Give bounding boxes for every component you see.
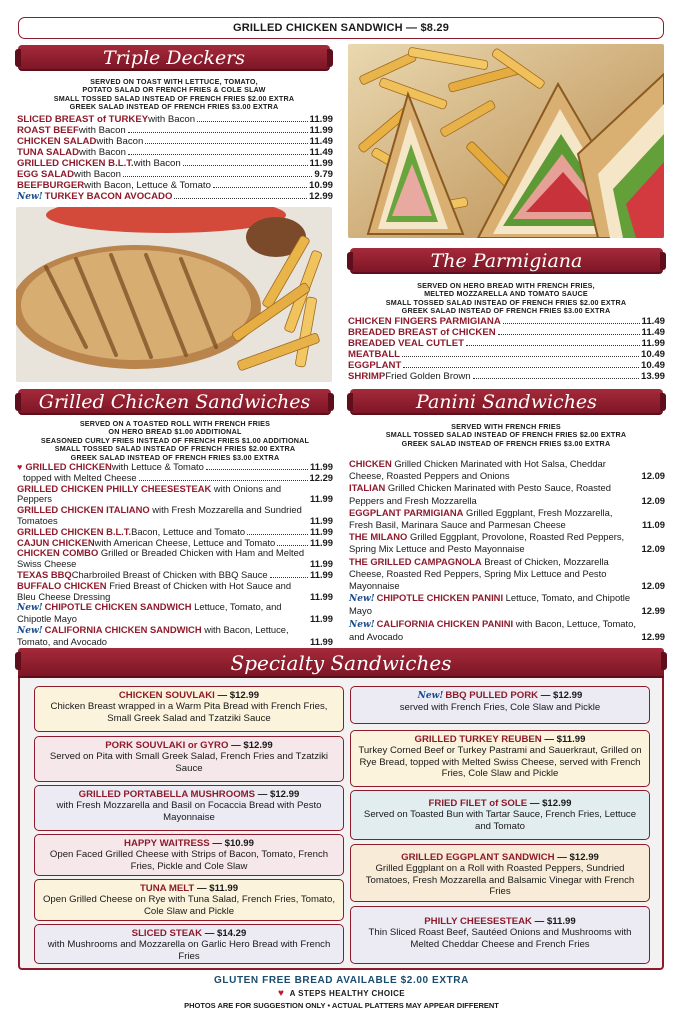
item-price: 11.99 [310, 525, 333, 537]
new-badge: New! [349, 594, 375, 605]
item-name: THE MILANO [349, 531, 408, 543]
parmigiana-header [350, 248, 663, 274]
item-price: 12.99 [308, 191, 333, 202]
menu-item [349, 531, 665, 555]
item-price: 12.09 [641, 494, 665, 506]
menu-item [17, 581, 333, 603]
card-title: PORK SOUVLAKI or GYRO [105, 740, 229, 751]
note-line: ON HERO BREAD $1.00 ADDITIONAL [108, 427, 242, 437]
item-name: CHIPOTLE CHICKEN PANINI [376, 592, 504, 604]
item-name: EGGPLANT [348, 360, 402, 371]
item-desc: Breast of Chicken, Mozzarella Cheese, Roasted Red Peppers, Spring Mix Lettuce and Pesto Mayonnaise [349, 555, 609, 592]
item-price: 11.49 [309, 136, 333, 147]
item-price: 11.99 [310, 461, 333, 472]
note-line: GREEK SALAD INSTEAD OF FRENCH FRIES $3.00 EXTRA [69, 102, 279, 112]
item-price: 12.09 [641, 470, 665, 482]
parmigiana-list [348, 316, 665, 382]
item-desc: with Bacon [148, 114, 196, 125]
leader-dots [139, 480, 308, 481]
item-desc: with Lettuce & Tomato [111, 461, 204, 472]
item-desc: Grilled Chicken Marinated with Pesto Sauce, Roasted Peppers and Fresh Mozzarella [349, 482, 611, 506]
menu-item [348, 349, 665, 360]
item-desc: topped with Melted Cheese [23, 471, 137, 483]
item-name: BEEFBURGER [17, 180, 85, 191]
menu-item [17, 527, 333, 538]
menu-item [17, 484, 333, 506]
new-badge: New! [17, 192, 43, 202]
item-desc: with Fresh Mozzarella and Sundried Tomatoes [17, 504, 302, 526]
card-title: GRILLED PORTABELLA MUSHROOMS [78, 789, 256, 800]
card-title: TUNA MELT [139, 883, 195, 894]
top-banner [18, 17, 664, 39]
card-title: PHILLY CHEESESTEAK [424, 916, 532, 927]
gluten-free-note: GLUTEN FREE BREAD AVAILABLE $2.00 EXTRA [214, 975, 469, 986]
menu-item [17, 602, 333, 625]
leader-dots [174, 198, 307, 199]
grilled-chicken-header [18, 389, 331, 415]
item-desc: Lettuce, Tomato, and Chipotle Mayo [17, 601, 282, 625]
card-desc: with Mushrooms and Mozzarella on Garlic Hero Bread with French Fries [47, 939, 331, 962]
item-desc: Bacon, Lettuce and Tomato [131, 525, 246, 537]
note-line: MELTED MOZZARELLA AND TOMATO SAUCE [424, 289, 588, 299]
item-price: 11.49 [641, 327, 665, 338]
specialty-card [34, 924, 344, 964]
note-line: SMALL TOSSED SALAD INSTEAD OF FRENCH FRIES $2.00 EXTRA [385, 297, 627, 307]
item-price: 12.99 [641, 605, 665, 617]
item-name: BREADED VEAL CUTLET [348, 338, 465, 349]
card-title: GRILLED TURKEY REUBEN [414, 734, 542, 745]
menu-item [348, 316, 665, 327]
item-desc: with Bacon [74, 169, 121, 180]
item-name: GRILLED CHICKEN PHILLY CHEESESTEAK [17, 482, 212, 494]
card-desc: Turkey Corned Beef or Turkey Pastrami and Sauerkraut, Grilled on Rye Bread, topped with Melted Swiss Cheese, served with French Fries, Cole Slaw and Pickle [358, 745, 642, 780]
banner-item-name: GRILLED CHICKEN SANDWICH [232, 22, 403, 34]
triple-deckers-notes [18, 78, 330, 112]
specialty-card [34, 834, 344, 876]
item-name: MEATBALL [348, 349, 401, 360]
item-name: THE GRILLED CAMPAGNOLA [349, 555, 482, 567]
item-name: GRILLED CHICKEN B.L.T. [17, 158, 134, 169]
leader-dots [123, 176, 312, 177]
grilled-chicken-notes [16, 420, 334, 462]
item-name: SLICED BREAST of TURKEY [17, 114, 149, 125]
panini-header [350, 389, 663, 415]
item-name: CALIFORNIA CHICKEN PANINI [376, 617, 514, 629]
heart-icon: ♥ [277, 988, 285, 999]
item-desc: with Bacon, Lettuce, Tomato, and Avocado [349, 617, 636, 642]
item-price: 11.99 [309, 125, 333, 136]
leader-dots [128, 132, 308, 133]
note-line: GREEK SALAD INSTEAD OF FRENCH FRIES $3.00 EXTRA [401, 438, 611, 448]
menu-item [17, 114, 333, 125]
card-price: — $11.99 [196, 883, 239, 894]
card-desc: Chicken Breast wrapped in a Warm Pita Bread with French Fries, Small Greek Salad and Tzatziki Sauce [50, 701, 328, 724]
menu-item [348, 338, 665, 349]
card-desc: Open Grilled Cheese on Rye with Tuna Salad, French Fries, Tomato, Cole Slaw and Pickle [42, 894, 336, 917]
banner-item-price: — $8.29 [406, 22, 450, 34]
item-name: ITALIAN [349, 482, 386, 494]
triple-deckers-header [18, 45, 330, 71]
item-price: 12.09 [641, 580, 665, 592]
heart-icon: ♥ [17, 462, 23, 472]
specialty-card [34, 879, 344, 921]
grilled-chicken-illustration [16, 207, 332, 382]
item-desc: Grilled or Breaded Chicken with Ham and Melted Swiss Cheese [17, 547, 305, 570]
note-line: GREEK SALAD INSTEAD OF FRENCH FRIES $3.00 EXTRA [401, 306, 611, 316]
specialty-card [350, 730, 650, 787]
section-title: Grilled Chicken Sandwiches [38, 391, 311, 413]
leader-dots [503, 323, 640, 324]
card-price: — $14.29 [204, 928, 247, 939]
card-desc: Open Faced Grilled Cheese with Strips of Bacon, Tomato, French Fries, Pickle and Cole Slaw [49, 849, 329, 872]
card-desc: Grilled Eggplant on a Roll with Roasted Peppers, Sundried Tomatoes, Fresh Mozzarella and Balsamic Vinegar with French Fries [365, 863, 635, 898]
leader-dots [402, 356, 639, 357]
card-price: — $12.99 [217, 690, 260, 701]
section-title: Panini Sandwiches [416, 391, 597, 413]
item-price: 12.99 [641, 630, 665, 642]
menu-item [349, 618, 665, 643]
new-badge: New! [17, 625, 43, 636]
item-desc: with Bacon [79, 147, 126, 158]
card-price: — $12.99 [557, 852, 599, 863]
card-desc: Served on Pita with Small Greek Salad, French Fries and Tzatziki Sauce [49, 751, 329, 774]
item-price: 10.49 [640, 349, 665, 360]
leader-dots [473, 378, 639, 379]
note-line: GREEK SALAD INSTEAD OF FRENCH FRIES $3.00 EXTRA [70, 452, 280, 462]
specialty-card [350, 844, 650, 902]
parmigiana-notes [348, 282, 664, 316]
note-line: SMALL TOSSED SALAD INSTEAD OF FRENCH FRIES $2.00 EXTRA [54, 444, 296, 454]
panini-list [349, 458, 665, 643]
item-desc: with Onions and Peppers [17, 482, 282, 505]
new-badge: New! [417, 691, 444, 701]
card-desc: served with French Fries, Cole Slaw and Pickle [399, 702, 601, 714]
card-desc: Thin Sliced Roast Beef, Sautéed Onions and Mushrooms with Melted Cheddar Cheese and French Fries [368, 927, 632, 950]
specialty-card [34, 686, 344, 732]
card-price: — $10.99 [212, 838, 254, 849]
card-price: — $11.99 [534, 916, 576, 927]
specialty-card [350, 906, 650, 964]
card-title: FRIED FILET of SOLE [428, 798, 528, 809]
note-line: POTATO SALAD OR FRENCH FRIES & COLE SLAW [82, 85, 266, 95]
steps-label: A STEPS HEALTHY CHOICE [289, 989, 405, 998]
leader-dots [128, 154, 308, 155]
section-title: The Parmigiana [430, 250, 583, 272]
leader-dots [247, 534, 308, 535]
item-price: 10.49 [640, 360, 665, 371]
specialty-sandwiches-panel [18, 648, 664, 970]
item-name: TURKEY BACON AVOCADO [44, 191, 173, 202]
specialty-header [18, 648, 664, 678]
new-badge: New! [349, 619, 375, 630]
item-price: 11.99 [310, 590, 333, 602]
card-price: — $12.99 [231, 740, 273, 751]
specialty-card [350, 790, 650, 840]
menu-item [349, 482, 665, 506]
note-line: SERVED ON A TOASTED ROLL WITH FRENCH FRIES [79, 419, 271, 428]
card-title: HAPPY WAITRESS [124, 838, 210, 849]
menu-item [17, 191, 333, 203]
menu-item [17, 505, 333, 527]
item-desc: Grilled Eggplant, Provolone, Roasted Red Peppers, Spring Mix Lettuce and Pesto Mayonnaise [349, 531, 625, 555]
item-desc: with Bacon [133, 158, 181, 169]
menu-item [348, 327, 665, 338]
card-price: — $12.99 [257, 789, 300, 800]
leader-dots [270, 577, 308, 578]
item-name: EGG SALAD [17, 169, 75, 180]
note-line: SMALL TOSSED SALAD INSTEAD OF FRENCH FRIES $2.00 EXTRA [53, 93, 295, 103]
club-sandwich-photo [348, 44, 664, 238]
item-price: 11.09 [642, 519, 665, 531]
card-title: BBQ PULLED PORK [445, 690, 539, 701]
card-price: — $12.99 [540, 690, 583, 701]
grilled-chicken-photo [16, 207, 332, 382]
item-desc: with American Cheese, Lettuce and Tomato [94, 536, 276, 548]
item-name: ROAST BEEF [17, 125, 79, 136]
item-name: SHRIMP [348, 371, 386, 382]
leader-dots [213, 187, 307, 188]
leader-dots [466, 345, 639, 346]
menu-item [348, 360, 665, 371]
photo-disclaimer: PHOTOS ARE FOR SUGGESTION ONLY • ACTUAL PLATTERS MAY APPEAR DIFFERENT [184, 1001, 499, 1010]
specialty-card [350, 686, 650, 724]
item-desc: Fried Golden Brown [385, 371, 471, 382]
item-name: CHICKEN COMBO [17, 547, 99, 559]
leader-dots [145, 143, 307, 144]
item-price: 11.99 [310, 493, 333, 505]
leader-dots [206, 469, 308, 470]
menu-item [17, 125, 333, 136]
card-price: — $12.99 [529, 798, 572, 809]
note-line: SEASONED CURLY FRIES INSTEAD OF FRENCH FRIES $1.00 ADDITIONAL [40, 435, 310, 445]
item-desc: with Bacon [96, 136, 144, 147]
item-name: TUNA SALAD [17, 147, 79, 158]
card-title: SLICED STEAK [131, 928, 203, 939]
menu-item [17, 136, 333, 147]
item-price: 11.99 [310, 514, 333, 526]
leader-dots [498, 334, 640, 335]
menu-item [349, 556, 665, 593]
item-price: 13.99 [640, 371, 665, 382]
menu-item [17, 625, 333, 648]
item-name: CHICKEN FINGERS PARMIGIANA [348, 316, 501, 327]
item-name: GRILLED CHICKEN B.L.T. [17, 525, 132, 537]
item-desc: with Bacon, Lettuce & Tomato [84, 180, 211, 191]
item-desc: Grilled Chicken Marinated with Hot Salsa, Cheddar Cheese, Roasted Peppers and Onions [349, 458, 606, 482]
item-name: BREADED BREAST of CHICKEN [348, 327, 496, 338]
card-price: — $11.99 [544, 734, 586, 745]
item-price: 11.99 [310, 635, 333, 647]
menu-item [17, 180, 333, 191]
menu-item [17, 158, 333, 169]
item-name: TEXAS BBQ [17, 568, 72, 580]
menu-item [349, 458, 665, 482]
item-price: 12.29 [309, 471, 333, 483]
grilled-chicken-list [17, 462, 333, 648]
item-desc: with Bacon [78, 125, 126, 136]
note-line: SERVED ON HERO BREAD WITH FRENCH FRIES, [417, 281, 595, 290]
item-name: GRILLED CHICKEN [25, 461, 112, 472]
item-desc: Grilled Eggplant, Fresh Mozzarella, Fresh Basil, Marinara Sauce and Parmesan Cheese [349, 506, 613, 531]
item-price: 11.99 [310, 613, 333, 625]
section-title: Triple Deckers [102, 47, 246, 69]
item-name: CAJUN CHICKEN [17, 536, 95, 548]
card-desc: Served on Toasted Bun with Tartar Sauce, French Fries, Lettuce and Tomato [363, 809, 637, 832]
item-price: 11.99 [310, 568, 333, 580]
item-price: 11.99 [641, 338, 665, 349]
panini-notes [348, 423, 664, 448]
new-badge: New! [17, 603, 43, 614]
item-name: BUFFALO CHICKEN [17, 579, 107, 591]
note-line: SERVED ON TOAST WITH LETTUCE, TOMATO, [90, 77, 258, 86]
item-name: CHICKEN SALAD [17, 136, 97, 147]
menu-item [17, 548, 333, 570]
leader-dots [403, 367, 639, 368]
menu-item [349, 592, 665, 617]
triple-deckers-list [17, 114, 333, 203]
note-line: SERVED WITH FRENCH FRIES [451, 422, 561, 431]
steps-healthy-choice [0, 988, 683, 999]
item-desc: with Bacon, Lettuce, Tomato, and Avocado [17, 623, 289, 647]
leader-dots [277, 545, 308, 546]
note-line: SMALL TOSSED SALAD INSTEAD OF FRENCH FRIES $2.00 EXTRA [385, 430, 627, 440]
item-desc: Lettuce, Tomato, and Chipotle Mayo [349, 592, 631, 617]
leader-dots [197, 121, 307, 122]
specialty-card [34, 785, 344, 831]
card-title: GRILLED EGGPLANT SANDWICH [401, 852, 555, 863]
item-price: 12.09 [641, 543, 665, 555]
item-desc: Fried Breast of Chicken with Hot Sauce and Bleu Cheese Dressing [17, 579, 292, 602]
item-price: 11.99 [309, 114, 333, 125]
specialty-card [34, 736, 344, 782]
item-name: CHIPOTLE CHICKEN SANDWICH [44, 601, 192, 613]
item-desc: Charbroiled Breast of Chicken with BBQ Sauce [71, 568, 268, 580]
card-desc: with Fresh Mozzarella and Basil on Focaccia Bread with Pesto Mayonnaise [56, 800, 322, 823]
menu-item [17, 147, 333, 158]
item-price: 11.99 [310, 536, 333, 548]
item-price: 11.99 [310, 558, 333, 570]
menu-item [17, 169, 333, 180]
item-name: GRILLED CHICKEN ITALIANO [17, 504, 150, 516]
item-name: CALIFORNIA CHICKEN SANDWICH [44, 623, 202, 635]
item-price: 9.79 [314, 169, 333, 180]
leader-dots [183, 165, 308, 166]
section-title: Specialty Sandwiches [230, 651, 452, 675]
item-name: CHICKEN [349, 458, 392, 469]
menu-item [349, 507, 665, 531]
item-price: 11.99 [309, 158, 333, 169]
card-title: CHICKEN SOUVLAKI [118, 690, 215, 701]
menu-item [348, 371, 665, 382]
item-price: 10.99 [308, 180, 333, 191]
item-price: 11.49 [641, 316, 665, 327]
club-sandwich-illustration [348, 44, 664, 238]
item-name: EGGPLANT PARMIGIANA [349, 506, 464, 518]
item-price: 11.49 [309, 147, 333, 158]
